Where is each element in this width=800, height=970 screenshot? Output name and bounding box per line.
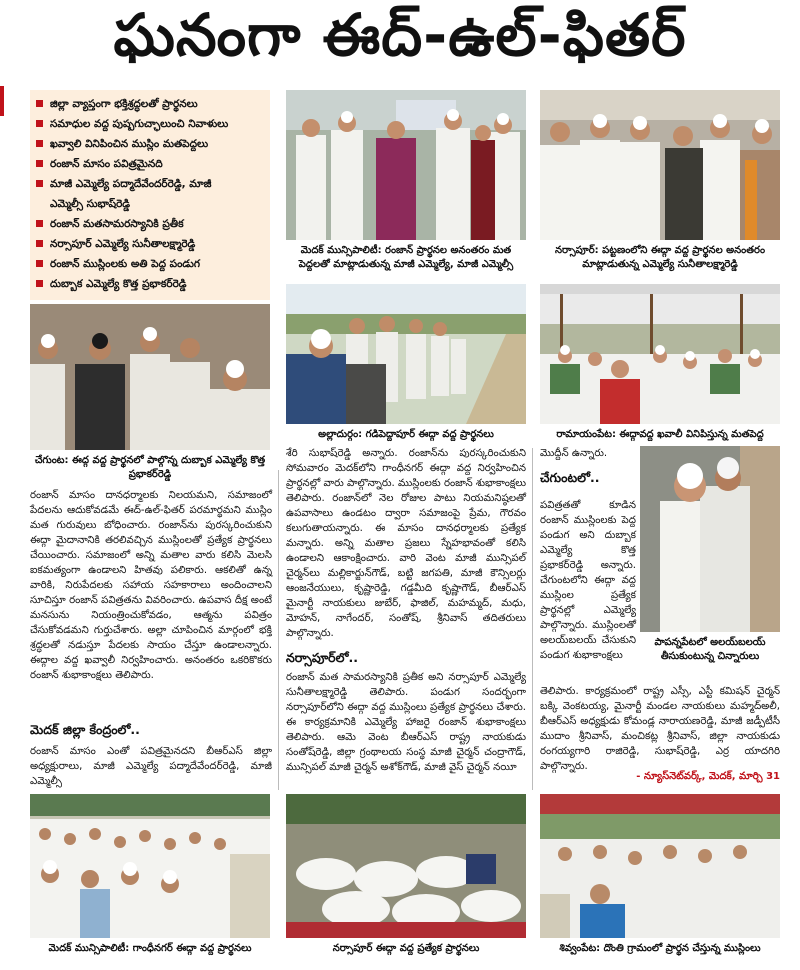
photo-medak-leaders [286, 90, 526, 240]
subheading-narsapur: నర్సాపూర్‌లో.. [286, 650, 358, 665]
article-text-col2b: రంజాన్‌ మత సామరస్యానికి ప్రతీక అని నర్సాపూర్‌ ఎమ్మెల్యే సునీతాలక్ష్మారెడ్డి తెలిపారు. పండుగ సందర్భంగా నర్సాపూర్‌లోని ఈద్గా వద్ద ముస్లింలు ప్రత్యేక ప్రార్థనలు చేశారు. ఈ కార్యక్రమానికి ఎమ్మెల్యే హాజరై రంజాన్‌ శుభాకాంక్షలు తెలిపారు. ఆమె వెంట బీఆర్‌ఎస్‌ రాష్ట్ర నాయకుడు సంతోష్‌రెడ్డి, జిల్లా గ్రంథాలయ సంస్థ మాజీ చైర్మన్‌ చంద్రాగౌడ్‌, మున్సిపల్‌ మాజీ చైర్మన్‌ అశోక్‌గౌడ్‌, మాజీ వైస్‌ చైర్మన్‌ నయీ [286, 672, 526, 773]
highlight-item: దుబ్బాక ఎమ్మెల్యే కొత్త ప్రభాకర్‌రెడ్డి [36, 274, 264, 294]
caption-chegunta: చేగుంట: ఈద్గ వద్ద ప్రార్థనలో పాల్గొన్న దుబ్బాక ఎమ్మెల్యే కొత్త ప్రభాకర్‌రెడ్డి [34, 455, 266, 480]
photo-papannapet [640, 446, 780, 632]
photo-ramayampet [540, 284, 780, 424]
photo-narsapur-mla [540, 90, 780, 240]
highlight-item: రంజాన్‌ మతసామరస్యానికి ప్రతీక [36, 214, 264, 234]
photo-alladurgam [286, 284, 526, 424]
photo-narsapur-prayers [286, 794, 526, 938]
highlight-item: రంజాన్‌ మాసం పవిత్రమైనది [36, 154, 264, 174]
highlight-item: జిల్లా వ్యాప్తంగా భక్తిశ్రద్ధలతో ప్రార్థనలు [36, 94, 264, 114]
caption-alladurgam: అల్లాదుర్గం: గడిపెద్దాపూర్‌ ఈద్గా వద్ద ప్రార్థనలు [318, 429, 494, 440]
article-text-col1b: రంజాన్‌ మాసం ఎంతో పవిత్రమైనదని బీఆర్‌ఎస్‌ జిల్లా అధ్యక్షురాలు, మాజీ ఎమ్మెల్యే పద్మాదేవేందర్‌రెడ్డి, మాజీ ఎమ్మెల్సీ [30, 746, 272, 787]
headline: ఘనంగా ఈద్‌-ఉల్‌-ఫితర్‌ [113, 0, 687, 69]
caption-shivampet: శివ్వంపేట: దొంతి గ్రామంలో ప్రార్థన చేస్తున్న ముస్లింలు [559, 943, 761, 954]
column-divider [278, 470, 279, 790]
highlight-item: ఖవ్వాలి వినిపించిన ముస్లిం మతపెద్దలు [36, 134, 264, 154]
highlight-item: మాజీ ఎమ్మెల్యే పద్మాదేవేందర్‌రెడ్డి, మాజీ [36, 174, 264, 194]
photo-chegunta [30, 304, 270, 450]
highlight-item: రంజాన్‌ ముస్లింలకు అతి పెద్ద పండుగ [36, 254, 264, 274]
highlights-box [30, 90, 270, 300]
column-divider [532, 448, 533, 790]
highlight-item: ఎమ్మెల్సీ సుభాష్‌రెడ్డి [50, 198, 131, 210]
caption-narsapur-top: నర్సాపూర్‌: పట్టణంలోని ఈద్గా వద్ద ప్రార్థనల అనంతరం మాట్లాడుతున్న ఎమ్మెల్యే సునీతాలక్ష్మారెడ్డి [554, 245, 766, 270]
accent-mark [0, 86, 4, 116]
subheading-medak: మెదక్‌ జిల్లా కేంద్రంలో.. [30, 722, 140, 737]
caption-ramayampet: రామాయంపేట: ఈద్గావద్ద ఖవాలీ వినిపిస్తున్న మతపెద్ద [556, 429, 764, 440]
article-text-col3b: తెలిపారు. కార్యక్రమంలో రాష్ట్ర ఎస్సీ, ఎస్టీ కమిషన్‌ చైర్మన్‌ బక్కి వెంకటయ్య, మైనార్టీ మండల నాయకులు మహ్మద్‌అలీ, బీఆర్‌ఎస్‌ అధ్యక్షుడు కోమండ్ల నారాయణరెడ్డి, మాజీ జడ్పీటీసీ ముదాం శ్రీనివాస్‌, మంచికట్ల శ్రీనివాస్‌, జిల్లా నాయకుడు రంగయ్యగారి రాజిరెడ్డి, సుభాష్‌రెడ్డి, ఎర్ర యాదగిరి పాల్గొన్నారు. [540, 686, 780, 772]
article-text-col2: శేరి సుభాష్‌రెడ్డి అన్నారు. రంజాన్‌ను పురస్కరించుకుని సోమవారం మెదక్‌లోని గాంధీనగర్‌ ఈద్గా వద్ద నిర్వహించిన ప్రార్థనల్లో వారు పాల్గొన్నారు. ముస్లింలకు రంజాన్‌ శుభాకాంక్షలు తెలిపారు. రంజాన్‌లో నెల రోజుల పాటు నియమనిష్ఠలతో ఉపవాసాలు ఉండటం ద్వారా సమాజంపై ప్రేమ, గౌరవం కలుగుతాయన్నారు. ఈ మాసం దానధర్మాలకు ప్రత్యేక మన్నారు. అన్ని మతాల ప్రజలు స్నేహభావంతో కలిసి ఉండాలని ఆకాంక్షించారు. వారి వెంట మాజీ మున్సిపల్‌ చైర్మన్‌లు మల్లికార్జున్‌గౌడ్‌, బట్టి జగపతి, మాజీ కౌన్సిలర్లు ఆంజనేయులు, కృష్ణారెడ్డి, గడ్డమీది కృష్ణాగౌడ్‌, బీఆర్‌ఎస్‌ మైనార్టీ నాయకులు జుబేర్‌, ఫాజిల్‌, మహమ్మద్‌, మధు, మోహన్‌, నాగేందర్‌, సంతోష్‌, శ్రీనివాస్‌ తదితరులు పాల్గొన్నారు. [286, 448, 526, 639]
highlight-item: నర్సాపూర్‌ ఎమ్మెల్యే సునీతాలక్ష్మారెడ్డి [36, 234, 264, 254]
article-text-col3-top: మొద్దీన్‌ ఉన్నారు. [540, 448, 608, 459]
photo-medak-gandhinagar [30, 794, 270, 938]
byline: - న్యూస్‌నెట్‌వర్క్‌, మెదక్‌, మార్చి 31 [636, 771, 780, 782]
photo-shivampet [540, 794, 780, 938]
subheading-chegunta: చేగుంటలో.. [540, 470, 600, 485]
highlight-item: సమాధుల వద్ద పుష్పగుచ్ఛాలుంచి నివాళులు [36, 114, 264, 134]
article-text-col3: పవిత్రతతో కూడిన రంజాన్‌ ముస్లింలకు పెద్ద పండుగ అని దుబ్బాక ఎమ్మెల్యే కొత్త ప్రభాకర్‌రెడ్డి అన్నారు. చేగుంటలోని ఈద్గా వద్ద ముస్లింల ప్రత్యేక ప్రార్థనల్లో ఎమ్మెల్యే పాల్గొన్నారు. ముస్లింలతో అలయ్‌బలయ్‌ చేసుకుని పండుగ శుభాకాంక్షలు [540, 500, 636, 661]
caption-medak-bottom: మెదక్‌ మున్సిపాలిటీ: గాంధీనగర్‌ ఈద్గా వద్ద ప్రార్థనలు [48, 943, 252, 954]
caption-medak-top: మెదక్‌ మున్సిపాలిటీ: రంజాన్‌ ప్రార్థనల అనంతరం మత పెద్దలతో మాట్లాడుతున్న మాజీ ఎమ్మెల్యే, మాజీ ఎమ్మెల్సీ [298, 245, 514, 270]
caption-papannapet: పాపన్నపేటలో అలయ్‌బలయ్‌ తీసుకుంటున్న చిన్నారులు [654, 637, 766, 662]
article-text-col1: రంజాన్‌ మాసం దానధర్మాలకు నిలయమని, సమాజంలో పేదలను ఆదుకోవడమే ఈద్‌-ఉల్‌-ఫితర్‌ పరమార్థమని ముస్లిం మత గురువులు బోధించారు. రంజాన్‌ను పురస్కరించుకుని ఈద్గా మైదానానికి తరలివచ్చిన ముస్లింలతో ప్రత్యేక ప్రార్థనలు చేయించారు. సమాజంలో అన్ని మతాల వారు కలిసి మెలసి ఐకమత్యంగా ఉండాలని హితవు పలికారు. ఆకలితో ఉన్న వారికి, నిరుపేదలకు సహాయ సహకారాలు అందించాలని సూచిస్తూ రంజాన్‌ పవిత్రతను వివరించారు. ఉపవాస దీక్ష అంటే మనసును నియంత్రించుకోవడం, ఆత్మను పవిత్రం చేసుకోవడమని గుర్తుచేశారు. అల్లా చూపించిన మార్గంలో భక్తి శ్రద్ధలతో నడుస్తూ పేదలకు సాయం చేస్తూ ఉండాలన్నారు. ఈద్గాల వద్ద ఖవ్వాలీ నిర్వహించారు. అనంతరం ఒకరికొకరు రంజాన్‌ శుభాకాంక్షలు తెలిపారు. [30, 490, 272, 681]
caption-narsapur-bottom: నర్సాపూర్‌ ఈద్గా వద్ద ప్రత్యేక ప్రార్థనలు [332, 943, 480, 954]
